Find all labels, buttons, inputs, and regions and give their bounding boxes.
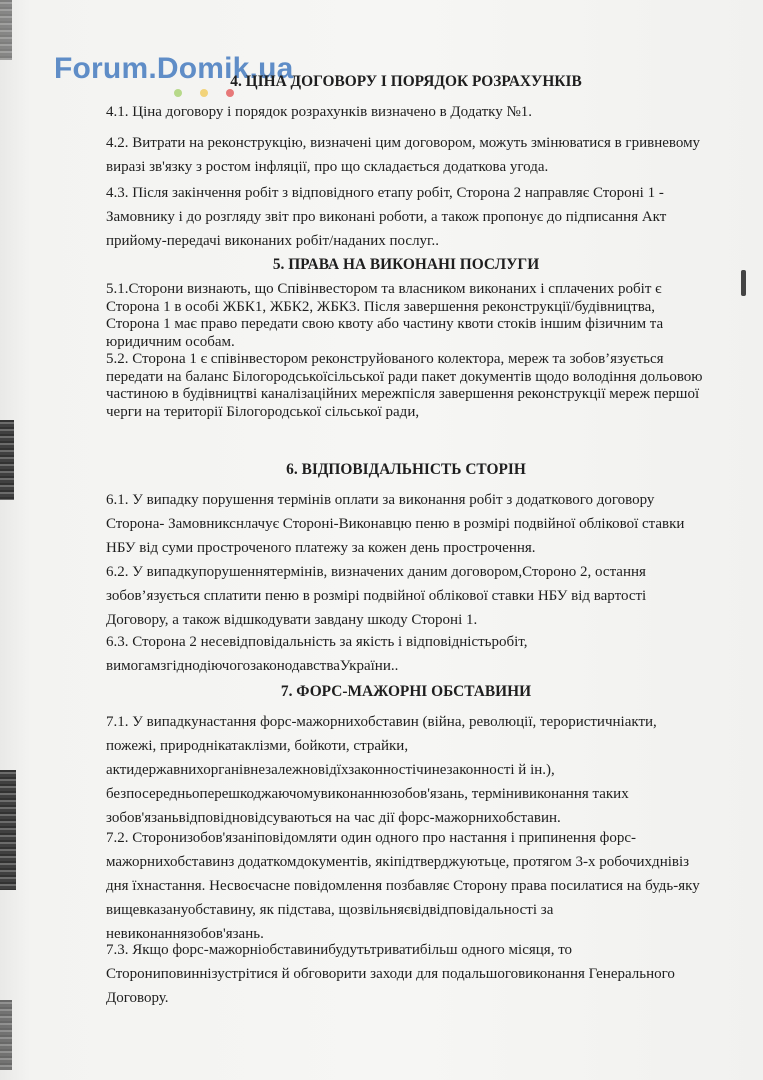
scan-mark (741, 270, 746, 296)
clause-4-2: 4.2. Витрати на реконструкцію, визначені цим договором, можуть змінюватися в гривневому виразі зв'язку з ростом інфляції, про що складається додаткова угода. (106, 135, 701, 175)
clause-6-2: 6.2. У випадкупорушеннятермінів, визначених даним договором,Стороно 2, остання зобов’язується сплатити пеню в розмірі подвійної облікової ставки НБУ від вартості Договору, а також відшкодувати завдану шкоду Стороні 1. (106, 564, 647, 628)
clause-7-1: 7.1. У випадкунастання форс-мажорнихобставин (війна, революції, терористичніакти, пожежі, природнікатаклізми, бойкоти, страйки, актидержавнихорганівнезалежновідїхзаконностічинезаконності й ін.), безпосередньоперешкоджаючомувиконаннюзобов'язань, термінивиконання таких зобов'язаньвідповідновідсуваються на час дії форс-мажорнихобставин. (106, 714, 657, 826)
section-7-heading: 7. ФОРС-МАЖОРНІ ОБСТАВИНИ (280, 683, 532, 700)
scan-edge-artifact (0, 0, 12, 60)
section-5-heading: 5. ПРАВА НА ВИКОНАНІ ПОСЛУГИ (272, 256, 540, 273)
scan-edge-artifact (0, 420, 14, 500)
section-6-heading: 6. ВІДПОВІДАЛЬНІСТЬ СТОРІН (286, 461, 526, 478)
clause-7-2: 7.2. Сторонизобов'язаніповідомляти один одного про настання і припинення форс-мажорнихобставинз додаткомдокументів, якіпідтверджуютьце, протягом 3-х робочихднівіз дня їхнастання. Несвоєчасне повідомлення позбавляє Сторону права посилатися на будь-яку вищевказануобставину, як підстава, щозвільняєвідвідповідальності за невиконаннязобов'язань. (106, 830, 700, 942)
clause-7-3: 7.3. Якщо форс-мажорніобставинибудутьтриватибільш одного місяця, то Сторониповиннізустрітися й обговорити заходи для подальшоговиконання Генерального Договору. (106, 942, 675, 1006)
clause-5-1: 5.1.Сторони визнають, що Співінвестором та власником виконаних і сплачених робіт є Сторона 1 в особі ЖБК1, ЖБК2, ЖБК3. Після завершення реконструкції/будівництва, Сторона 1 має право передати свою квоту або частину квоти стоків іншим фізичним та юридичним особам. (106, 281, 664, 350)
clause-6-1: 6.1. У випадку порушення термінів оплати за виконання робіт з додаткового договору Сторона- Замовникснлачує Стороні-Виконавцю пеню в розмірі подвійної облікової ставки НБУ від суми простроченого платежу за кожен день прострочення. (106, 492, 685, 556)
clause-6-3: 6.3. Сторона 2 несевідповідальність за якість і відповідністьробіт, вимогамзгіднодіючогозаконодавстваУкраїни.. (106, 634, 528, 674)
forum-watermark: Forum.Domik.ua (54, 52, 294, 85)
scan-edge-artifact (0, 770, 16, 890)
scan-edge-artifact (0, 1000, 12, 1070)
clause-4-3: 4.3. Після закінчення робіт з відповідного етапу робіт, Сторона 2 направляє Стороні 1 - Замовнику і до розгляду звіт про виконані роботи, а також пропонує до підписання Акт прийому-передачі виконаних робіт/наданих послуг.. (106, 185, 667, 249)
clause-4-1: 4.1. Ціна договору і порядок розрахунків визначено в Додатку №1. (106, 104, 533, 120)
section-4-heading: 4. ЦІНА ДОГОВОРУ І ПОРЯДОК РОЗРАХУНКІВ (230, 73, 582, 90)
clause-5-2: 5.2. Сторона 1 є співінвестором реконструйованого колектора, мереж та зобов’язується передати на баланс Білогородськоїсільської ради пакет документів щодо володіння дольовою частиною в будівництві каналізаційних мережпісля завершення реконструкції мереж першої черги на території Білогородської сільської ради, (106, 351, 703, 420)
